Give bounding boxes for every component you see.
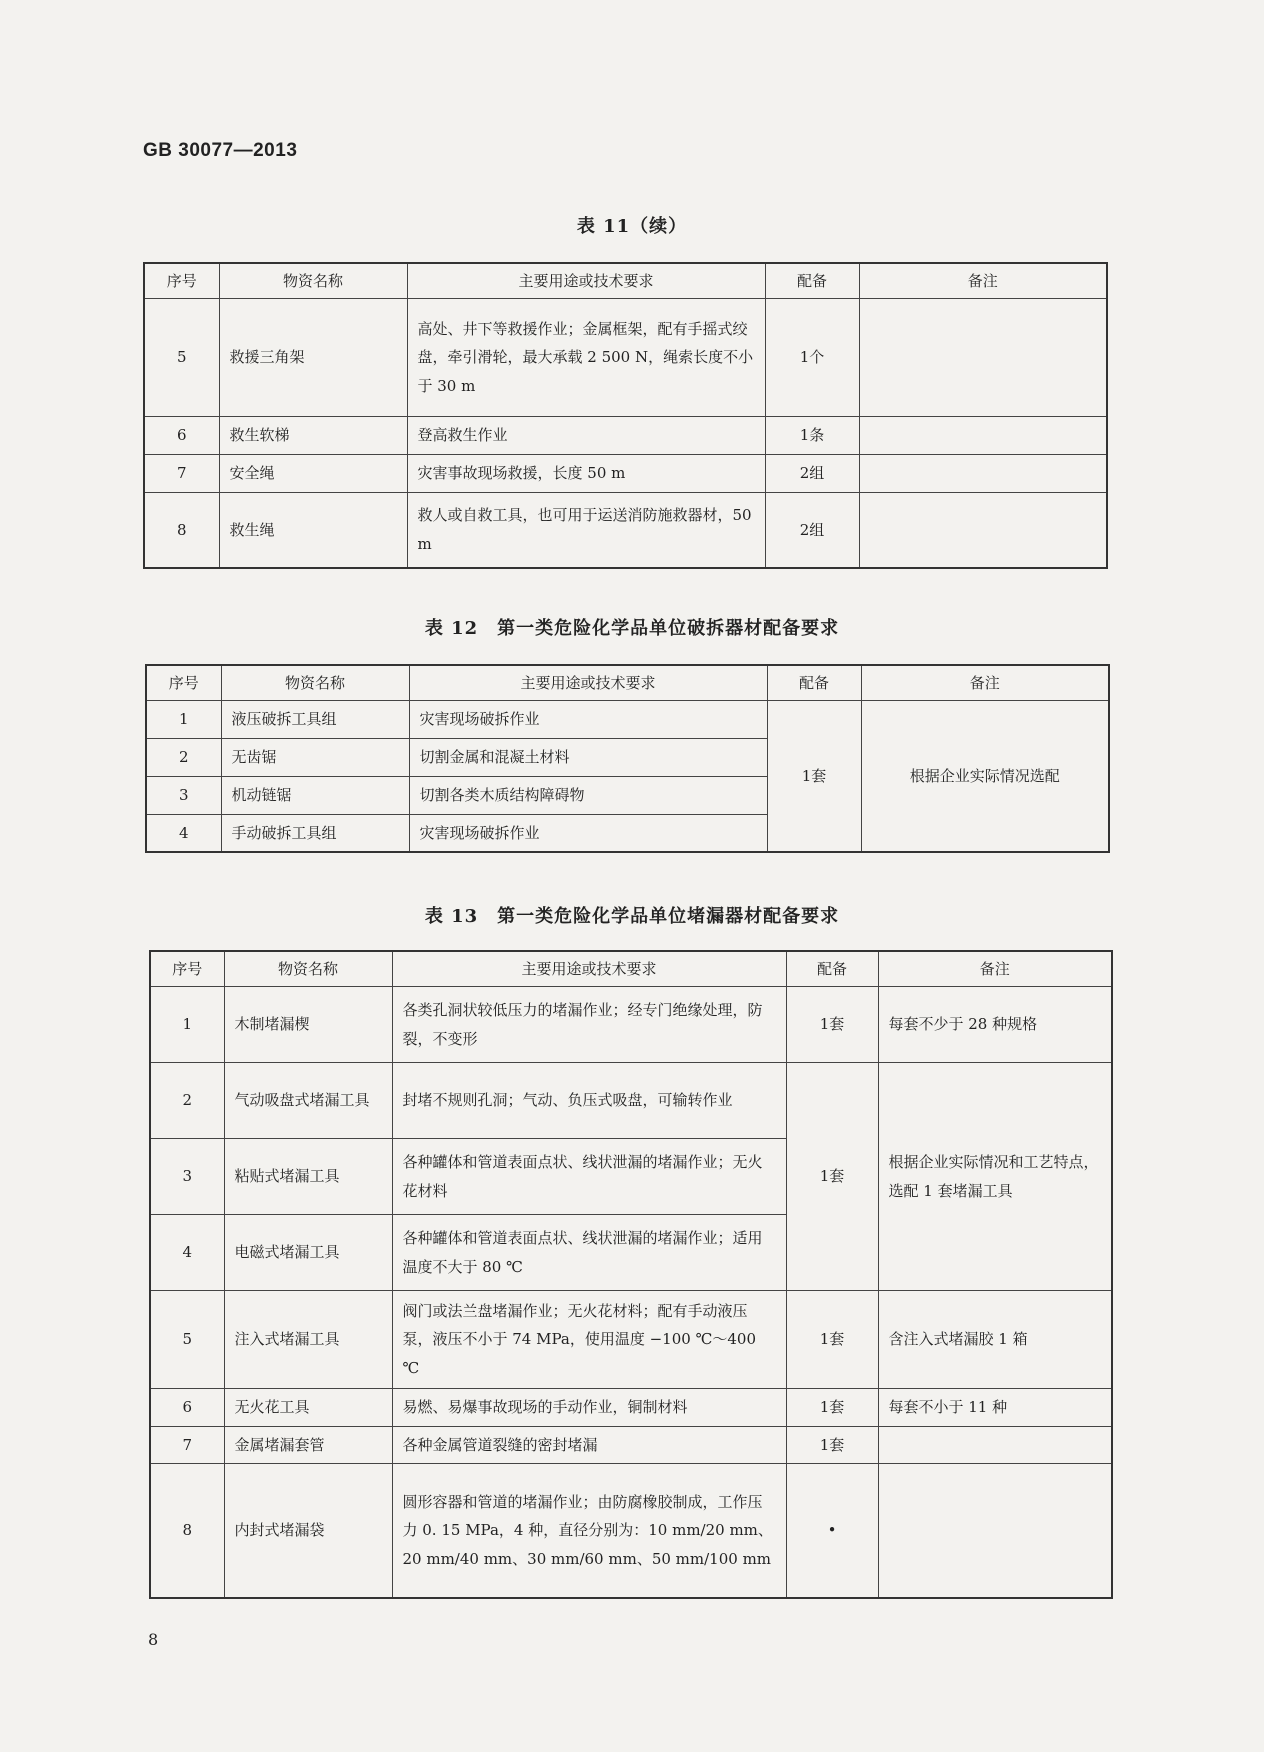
table-row (150, 1464, 1112, 1598)
merged-note: 根据企业实际情况选配 (861, 701, 1109, 853)
col-header-name: 物资名称 (224, 951, 392, 987)
table11-header-row (144, 263, 1107, 299)
row-name: 救援三角架 (219, 299, 407, 417)
row-usage: 各类孔洞状较低压力的堵漏作业；经专门绝缘处理，防裂，不变形 (392, 987, 786, 1063)
col-header-no: 序号 (146, 665, 221, 701)
row-no: 8 (144, 492, 219, 568)
row-note: 每套不小于 11 种 (878, 1389, 1112, 1427)
row-no: 2 (146, 738, 221, 776)
row-usage: 登高救生作业 (407, 417, 765, 455)
row-usage: 圆形容器和管道的堵漏作业；由防腐橡胶制成，工作压力 0. 15 MPa，4 种，直径分别为：10 mm/20 mm、20 mm/40 mm、30 mm/60 mm、50 mm/100 mm (392, 1464, 786, 1598)
table-row (144, 299, 1107, 417)
col-header-note: 备注 (861, 665, 1109, 701)
row-usage: 灾害现场破拆作业 (409, 701, 767, 739)
col-header-usage: 主要用途或技术要求 (407, 263, 765, 299)
row-note (859, 454, 1107, 492)
row-name: 手动破拆工具组 (221, 814, 409, 852)
row-note (859, 417, 1107, 455)
row-no: 3 (150, 1139, 224, 1215)
row-name: 注入式堵漏工具 (224, 1291, 392, 1389)
row-qty: 1套 (786, 1426, 878, 1464)
row-name: 液压破拆工具组 (221, 701, 409, 739)
row-usage: 灾害现场破拆作业 (409, 814, 767, 852)
row-usage: 救人或自救工具，也可用于运送消防施救器材，50 m (407, 492, 765, 568)
table12 (145, 664, 1110, 853)
col-header-note: 备注 (878, 951, 1112, 987)
table-row (144, 454, 1107, 492)
row-no: 4 (146, 814, 221, 852)
row-note: 每套不少于 28 种规格 (878, 987, 1112, 1063)
merged-qty: 1套 (767, 701, 861, 853)
page-number: 8 (148, 1630, 159, 1649)
col-header-qty: 配备 (786, 951, 878, 987)
row-name: 气动吸盘式堵漏工具 (224, 1063, 392, 1139)
col-header-no: 序号 (150, 951, 224, 987)
col-header-usage: 主要用途或技术要求 (392, 951, 786, 987)
row-usage: 各种金属管道裂缝的密封堵漏 (392, 1426, 786, 1464)
row-name: 无齿锯 (221, 738, 409, 776)
row-usage: 切割金属和混凝土材料 (409, 738, 767, 776)
row-name: 金属堵漏套管 (224, 1426, 392, 1464)
row-usage: 切割各类木质结构障碍物 (409, 776, 767, 814)
row-no: 7 (150, 1426, 224, 1464)
document-code: GB 30077—2013 (143, 140, 298, 161)
row-note (859, 492, 1107, 568)
row-name: 救生绳 (219, 492, 407, 568)
row-no: 4 (150, 1215, 224, 1291)
col-header-qty: 配备 (765, 263, 859, 299)
row-no: 7 (144, 454, 219, 492)
row-name: 机动链锯 (221, 776, 409, 814)
table-row (150, 1291, 1112, 1389)
table-row (150, 1389, 1112, 1427)
row-no: 3 (146, 776, 221, 814)
row-note (859, 299, 1107, 417)
table13 (149, 950, 1113, 1599)
row-no: 5 (150, 1291, 224, 1389)
col-header-no: 序号 (144, 263, 219, 299)
row-name: 救生软梯 (219, 417, 407, 455)
row-qty: 1套 (786, 1291, 878, 1389)
row-no: 1 (150, 987, 224, 1063)
row-qty: 1个 (765, 299, 859, 417)
table-row (150, 1426, 1112, 1464)
row-qty: 2组 (765, 454, 859, 492)
row-no: 2 (150, 1063, 224, 1139)
col-header-qty: 配备 (767, 665, 861, 701)
row-name: 安全绳 (219, 454, 407, 492)
table12-caption: 表 12 第一类危险化学品单位破拆器材配备要求 (424, 618, 840, 639)
table12-header-row (146, 665, 1109, 701)
row-qty: 1条 (765, 417, 859, 455)
row-note (878, 1426, 1112, 1464)
merged-qty: 1套 (786, 1063, 878, 1291)
row-usage: 易燃、易爆事故现场的手动作业，铜制材料 (392, 1389, 786, 1427)
row-usage: 高处、井下等救援作业；金属框架，配有手摇式绞盘，牵引滑轮，最大承载 2 500 N，绳索长度不小于 30 m (407, 299, 765, 417)
row-no: 6 (144, 417, 219, 455)
row-no: 8 (150, 1464, 224, 1598)
row-note: 含注入式堵漏胶 1 箱 (878, 1291, 1112, 1389)
row-name: 无火花工具 (224, 1389, 392, 1427)
col-header-name: 物资名称 (221, 665, 409, 701)
row-name: 内封式堵漏袋 (224, 1464, 392, 1598)
col-header-name: 物资名称 (219, 263, 407, 299)
table-row (146, 701, 1109, 739)
table-row (150, 987, 1112, 1063)
col-header-usage: 主要用途或技术要求 (409, 665, 767, 701)
table-row (150, 1063, 1112, 1139)
merged-note: 根据企业实际情况和工艺特点，选配 1 套堵漏工具 (878, 1063, 1112, 1291)
row-usage: 阀门或法兰盘堵漏作业；无火花材料；配有手动液压泵，液压不小于 74 MPa，使用温度 −100 ℃～400 ℃ (392, 1291, 786, 1389)
row-no: 1 (146, 701, 221, 739)
col-header-note: 备注 (859, 263, 1107, 299)
row-usage: 各种罐体和管道表面点状、线状泄漏的堵漏作业；无火花材料 (392, 1139, 786, 1215)
row-no: 6 (150, 1389, 224, 1427)
row-name: 木制堵漏楔 (224, 987, 392, 1063)
table13-caption: 表 13 第一类危险化学品单位堵漏器材配备要求 (424, 906, 840, 927)
row-qty: 1套 (786, 987, 878, 1063)
table13-header-row (150, 951, 1112, 987)
row-usage: 各种罐体和管道表面点状、线状泄漏的堵漏作业；适用温度不大于 80 ℃ (392, 1215, 786, 1291)
table-row (144, 417, 1107, 455)
table-row (144, 492, 1107, 568)
row-name: 电磁式堵漏工具 (224, 1215, 392, 1291)
row-usage: 灾害事故现场救援，长度 50 m (407, 454, 765, 492)
row-name: 粘贴式堵漏工具 (224, 1139, 392, 1215)
table11-caption: 表 11（续） (576, 216, 688, 237)
table11 (143, 262, 1108, 569)
row-qty: 2组 (765, 492, 859, 568)
row-no: 5 (144, 299, 219, 417)
row-note (878, 1464, 1112, 1598)
row-usage: 封堵不规则孔洞；气动、负压式吸盘，可输转作业 (392, 1063, 786, 1139)
row-qty: • (786, 1464, 878, 1598)
row-qty: 1套 (786, 1389, 878, 1427)
